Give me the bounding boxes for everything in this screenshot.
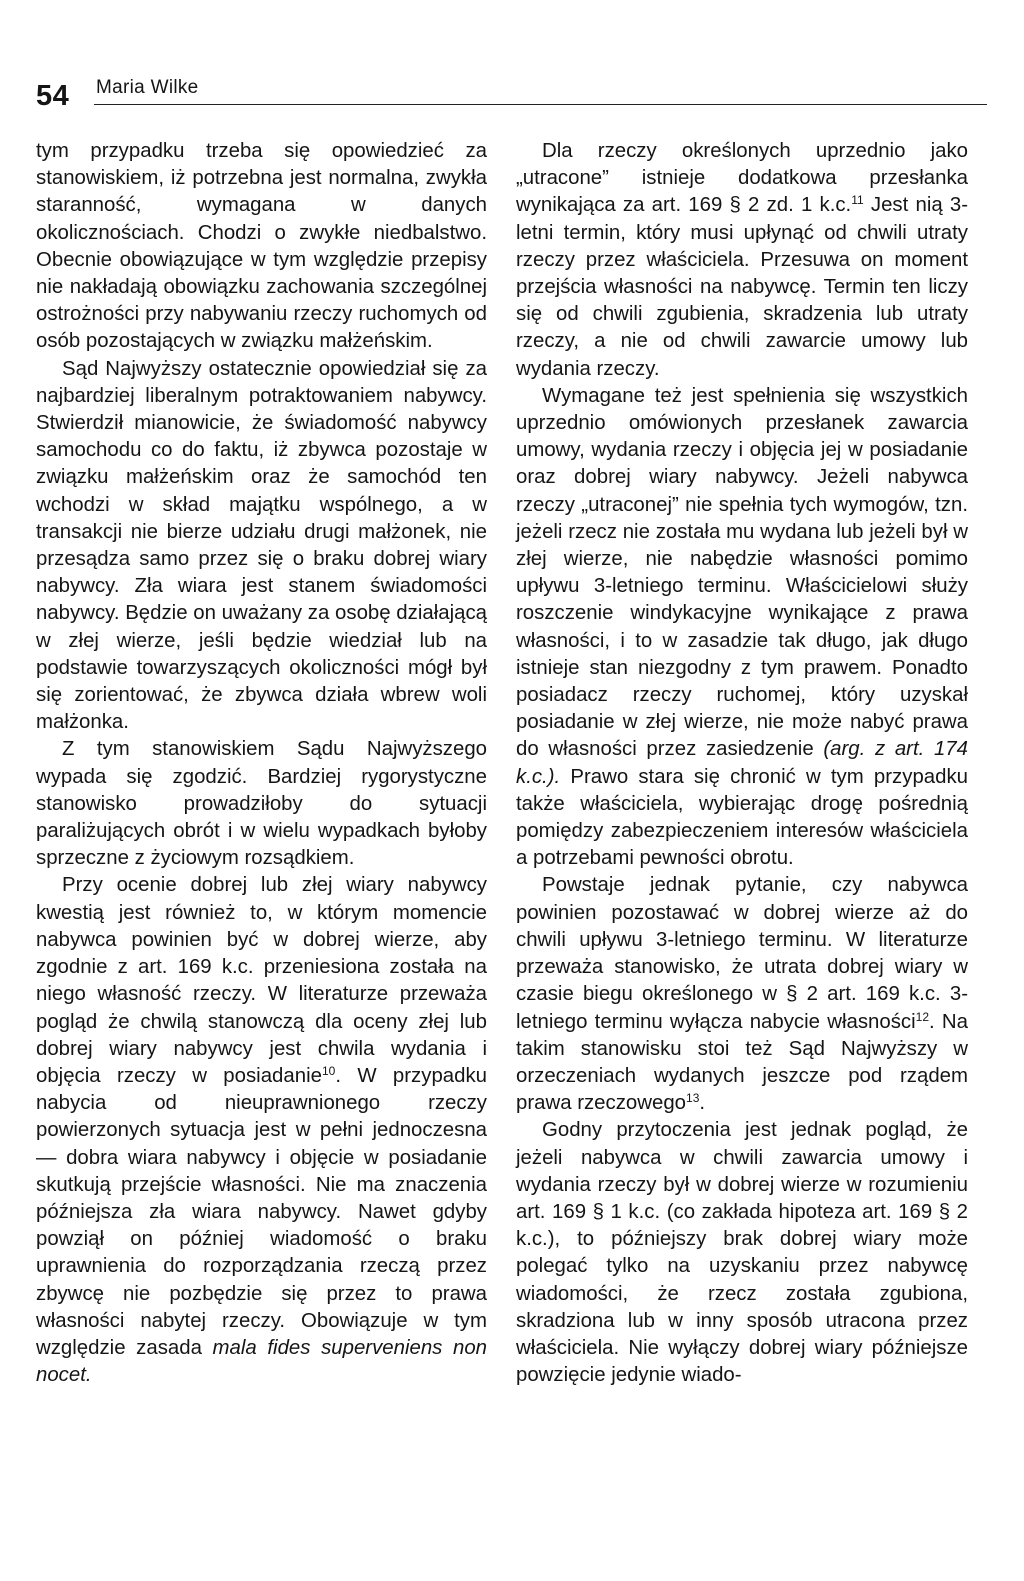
citation-italic: (arg. z art. 174 k.c.). bbox=[516, 738, 968, 788]
left-text-column bbox=[36, 138, 487, 1389]
paragraph: Sąd Najwyższy ostatecznie opowiedział się za najbardziej liberalnym potraktowaniem nabywcy. Stwierdził mianowicie, że świadomość nabywcy samochodu co do faktu, iż zbywca pozostaje w związku małżeńskim oraz że samochód ten wchodzi w skład majątku wspólnego, a w transakcji nie bierze udziału drugi małżonek, nie przesądza samo przez się o braku dobrej wiary nabywcy. Zła wiara jest stanem świadomości nabywcy. Będzie on uważany za osobę działającą w złej wierze, jeśli będzie wiedział lub na podstawie towarzyszących okoliczności mógł był się zorientować, że zbywca działa wbrew woli małżonka. bbox=[36, 357, 487, 734]
page-number: 54 bbox=[36, 80, 70, 112]
footnote-marker: 11 bbox=[851, 193, 864, 208]
paragraph-text: . bbox=[699, 1092, 706, 1115]
paragraph-text: Przy ocenie dobrej lub złej wiary nabywcy kwestią jest również to, w którym momencie nabywca powinien być w dobrej wierze, aby zgodnie z art. 169 k.c. przeniesiona została na niego własność rzeczy. W literaturze przeważa pogląd że chwilą stanowczą dla oceny złej lub dobrej wiary nabywcy jest chwila wydania i objęcia rzeczy w posiadanie bbox=[36, 874, 487, 1087]
paragraph bbox=[516, 383, 968, 873]
footnote-marker: 10 bbox=[321, 1063, 336, 1078]
footnote-marker: 13 bbox=[686, 1091, 700, 1106]
paragraph-text: . Na takim stanowisku stoi też Sąd Najwyższy w orzeczeniach wydanych jeszcze pod rządem prawa rzeczowego bbox=[516, 1010, 968, 1115]
paragraph bbox=[516, 872, 968, 1117]
footnote-marker: 12 bbox=[915, 1009, 929, 1024]
latin-maxim: mala fides superveniens non nocet. bbox=[36, 1336, 487, 1387]
paragraph: tym przypadku trzeba się opowiedzieć za stanowiskiem, iż potrzebna jest normalna, zwykła staranność, wymagana w danych okolicznościach. Chodzi o zwykłe niedbalstwo. Obecnie obowiązujące w tym względzie przepisy nie nakładają obowiązku zachowania szczególnej ostrożności przy nabywaniu rzeczy ruchomych od osób pozostających w związku małżeńskim. bbox=[36, 140, 487, 353]
paragraph: Godny przytoczenia jest jednak pogląd, że jeżeli nabywca w chwili zawarcia umowy i wydania rzeczy był w dobrej wierze w rozumieniu art. 169 § 1 k.c. (co zakłada hipoteza art. 169 § 2 k.c.), to późniejszy brak dobrej wiary może polegać tylko na uzyskaniu przez nabywcę wiadomości, że rzecz została zgubiona, skradziona lub w inny sposób utracona przez właściciela. Nie wyłączy dobrej wiary późniejsze powzięcie jedynie wiado- bbox=[516, 1119, 968, 1387]
paragraph bbox=[36, 872, 487, 1389]
paragraph-text: Powstaje jednak pytanie, czy nabywca powinien pozostawać w dobrej wierze aż do chwili upływu 3-letniego terminu. W literaturze przeważa stanowisko, że utrata dobrej wiary w czasie biegu określonego w § 2 art. 169 k.c. 3-letniego terminu wyłącza nabycie własności bbox=[516, 874, 968, 1033]
right-text-column bbox=[516, 138, 968, 1389]
paragraph-text: Prawo stara się chronić w tym przypadku także właściciela, wybierając drogę pośrednią pomiędzy zabezpieczeniem interesów właściciela a potrzebami pewności obrotu. bbox=[516, 765, 968, 870]
running-header bbox=[36, 74, 987, 114]
paragraph bbox=[516, 138, 968, 383]
paragraph: Z tym stanowiskiem Sądu Najwyższego wypada się zgodzić. Bardziej rygorystyczne stanowisko prowadziłoby do sytuacji paraliżujących obrót i w wielu wypadkach byłoby sprzeczne z życiowym rozsądkiem. bbox=[36, 738, 487, 870]
header-rule bbox=[94, 104, 987, 105]
paragraph-text: Wymagane też jest spełnienia się wszystkich uprzednio omówionych przesłanek zawarcia umowy, wydania rzeczy i objęcia jej w posiadanie oraz dobrej wiary nabywcy. Jeżeli nabywca rzeczy „utraconej” nie spełnia tych wymogów, tzn. jeżeli rzecz nie została mu wydana lub jeżeli był w złej wierze, nie nabędzie własności pomimo upływu 3-letniego terminu. Właścicielowi służy roszczenie windykacyjne wynikające z prawa własności, i to w zasadzie tak długo, jak długo istnieje stan niezgodny z tym prawem. Ponadto posiadacz rzeczy ruchomej, który uzyskał posiadanie w złej wierze, nie może nabyć prawa do własności przez zasiedzenie bbox=[516, 384, 968, 761]
paragraph-text: Jest nią 3-letni termin, który musi upłynąć od chwili utraty rzeczy przez właściciela. Przesuwa on moment przejścia własności na nabywcę. Termin ten liczy się od chwili zgubienia, skradzenia lub utraty rzeczy, a nie od chwili zawarcie umowy lub wydania rzeczy. bbox=[516, 194, 969, 380]
paragraph-text: Dla rzeczy określonych uprzednio jako „utracone” istnieje dodatkowa przesłanka wynikająca za art. 169 § 2 zd. 1 k.c. bbox=[516, 140, 968, 217]
paragraph-text: . W przypadku nabycia od nieuprawnionego rzeczy powierzonych sytuacja jest w pełni jednoczesna — dobra wiara nabywcy i objęcie w posiadanie skutkują przejście własności. Nie ma znaczenia późniejsza zła wiara nabywcy. Nawet gdyby powziął on później wiadomość o braku uprawnienia do rozporządzania rzeczą przez zbywcę nie pozbędzie się przez to prawa własności nabytej rzeczy. Obowiązuje w tym względzie zasada bbox=[36, 1064, 488, 1359]
running-head-author: Maria Wilke bbox=[96, 77, 199, 98]
